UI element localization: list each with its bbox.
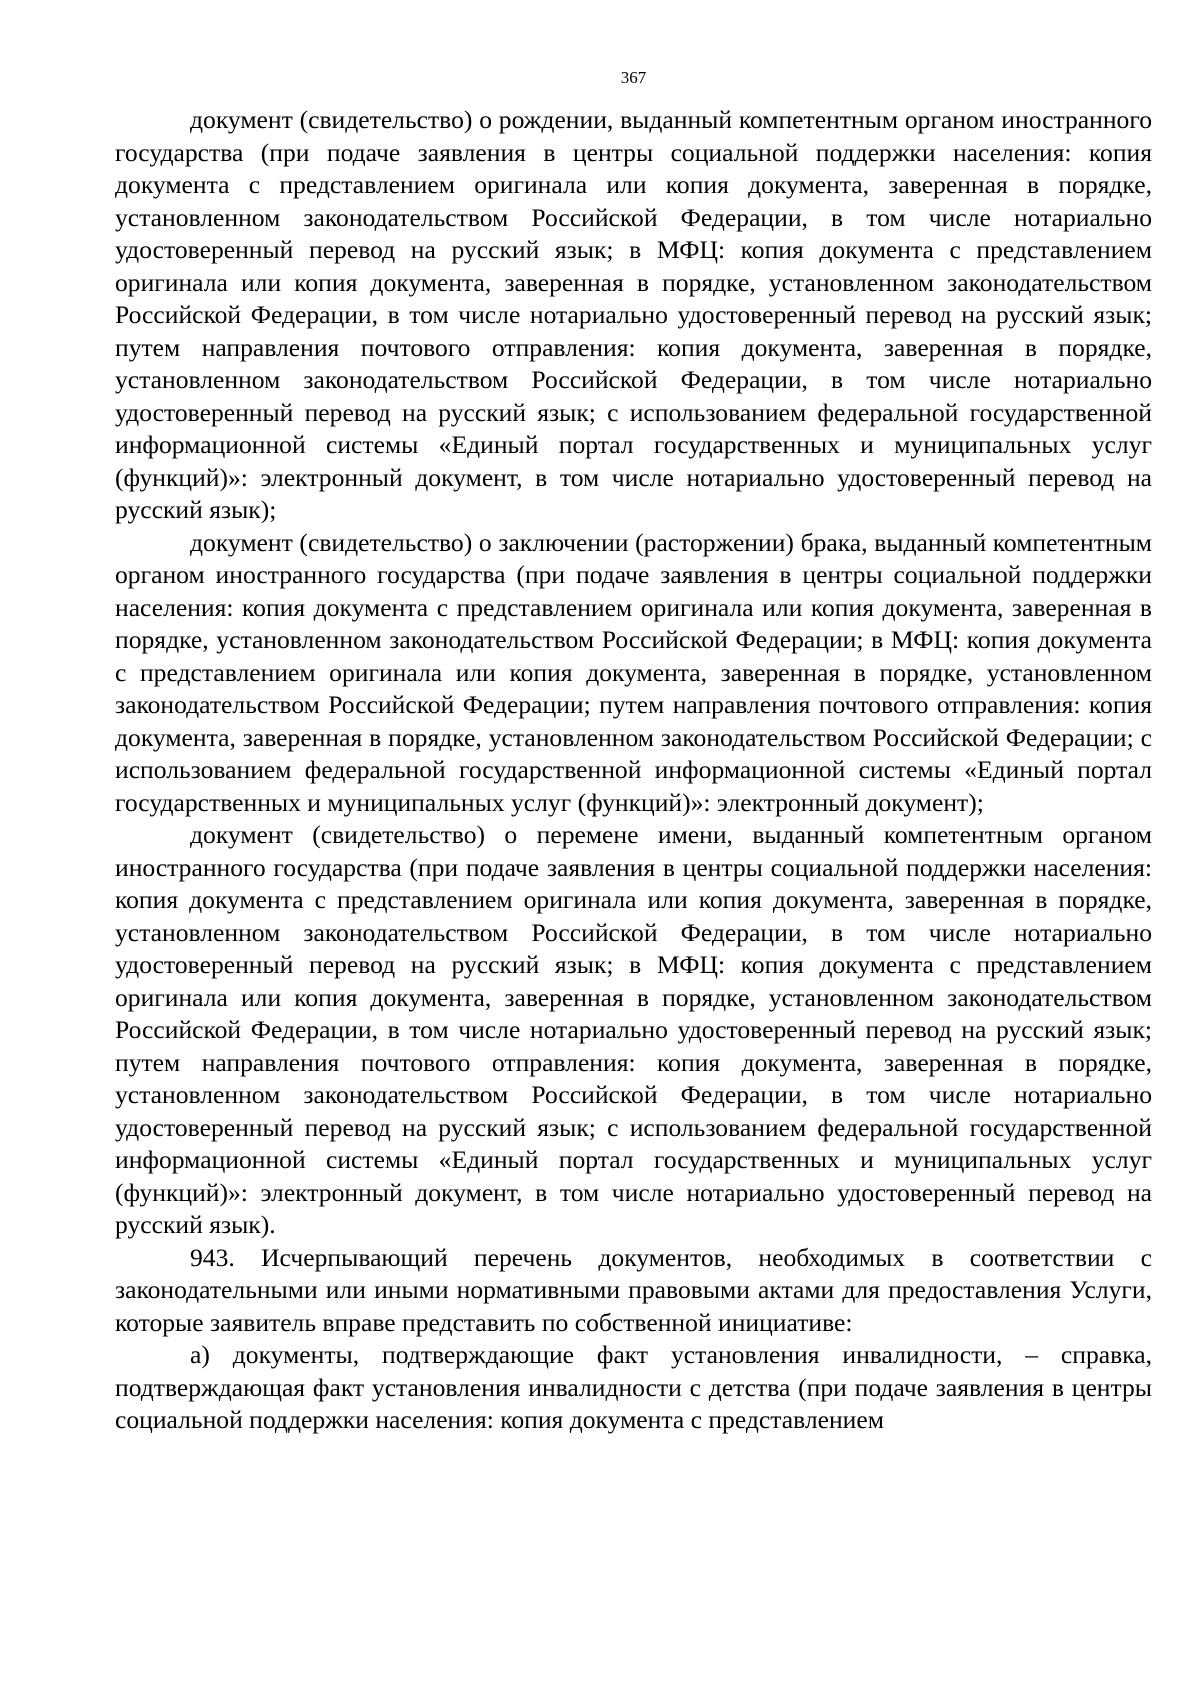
document-body [115,104,1152,1437]
paragraph-name-change-certificate: документ (свидетельство) о перемене имени, выданный компетентным органом иностранного государства (при подаче заявления в центры социальной поддержки населения: копия документа с представлением оригинала или копия документа, заверенная в порядке, установленном законодательством Российской Федерации, в том числе нотариально удостоверенный перевод на русский язык; в МФЦ: копия документа с представлением оригинала или копия документа, заверенная в порядке, установленном законодательством Российской Федерации, в том числе нотариально удостоверенный перевод на русский язык; путем направления почтового отправления: копия документа, заверенная в порядке, установленном законодательством Российской Федерации, в том числе нотариально удостоверенный перевод на русский язык; с использованием федеральной государственной информационной системы «Единый портал государственных и муниципальных услуг (функций)»: электронный документ, в том числе нотариально удостоверенный перевод на русский язык). [115,820,1152,1239]
document-page [115,60,1152,1437]
paragraph-subitem-a: а) документы, подтверждающие факт установления инвалидности, – справка, подтверждающая факт установления инвалидности с детства (при подаче заявления в центры социальной поддержки населения: копия документа с представлением [115,1340,1152,1434]
paragraph-birth-certificate: документ (свидетельство) о рождении, выданный компетентным органом иностранного государства (при подаче заявления в центры социальной поддержки населения: копия документа с представлением оригинала или копия документа, заверенная в порядке, установленном законодательством Российской Федерации, в том числе нотариально удостоверенный перевод на русский язык; в МФЦ: копия документа с представлением оригинала или копия документа, заверенная в порядке, установленном законодательством Российской Федерации, в том числе нотариально удостоверенный перевод на русский язык; путем направления почтового отправления: копия документа, заверенная в порядке, установленном законодательством Российской Федерации, в том числе нотариально удостоверенный перевод на русский язык; с использованием федеральной государственной информационной системы «Единый портал государственных и муниципальных услуг (функций)»: электронный документ, в том числе нотариально удостоверенный перевод на русский язык); [115,105,1152,524]
paragraph-marriage-certificate: документ (свидетельство) о заключении (расторжении) брака, выданный компетентным органом иностранного государства (при подаче заявления в центры социальной поддержки населения: копия документа с представлением оригинала или копия документа, заверенная в порядке, установленном законодательством Российской Федерации; в МФЦ: копия документа с представлением оригинала или копия документа, заверенная в порядке, установленном законодательством Российской Федерации; путем направления почтового отправления: копия документа, заверенная в порядке, установленном законодательством Российской Федерации; с использованием федеральной государственной информационной системы «Единый портал государственных и муниципальных услуг (функций)»: электронный документ); [115,527,1152,817]
paragraph-item-943: 943. Исчерпывающий перечень документов, необходимых в соответствии с законодательными или иными нормативными правовыми актами для предоставления Услуги, которые заявитель вправе представить по собственной инициативе: [115,1242,1152,1337]
page-number: 367 [620,68,647,87]
